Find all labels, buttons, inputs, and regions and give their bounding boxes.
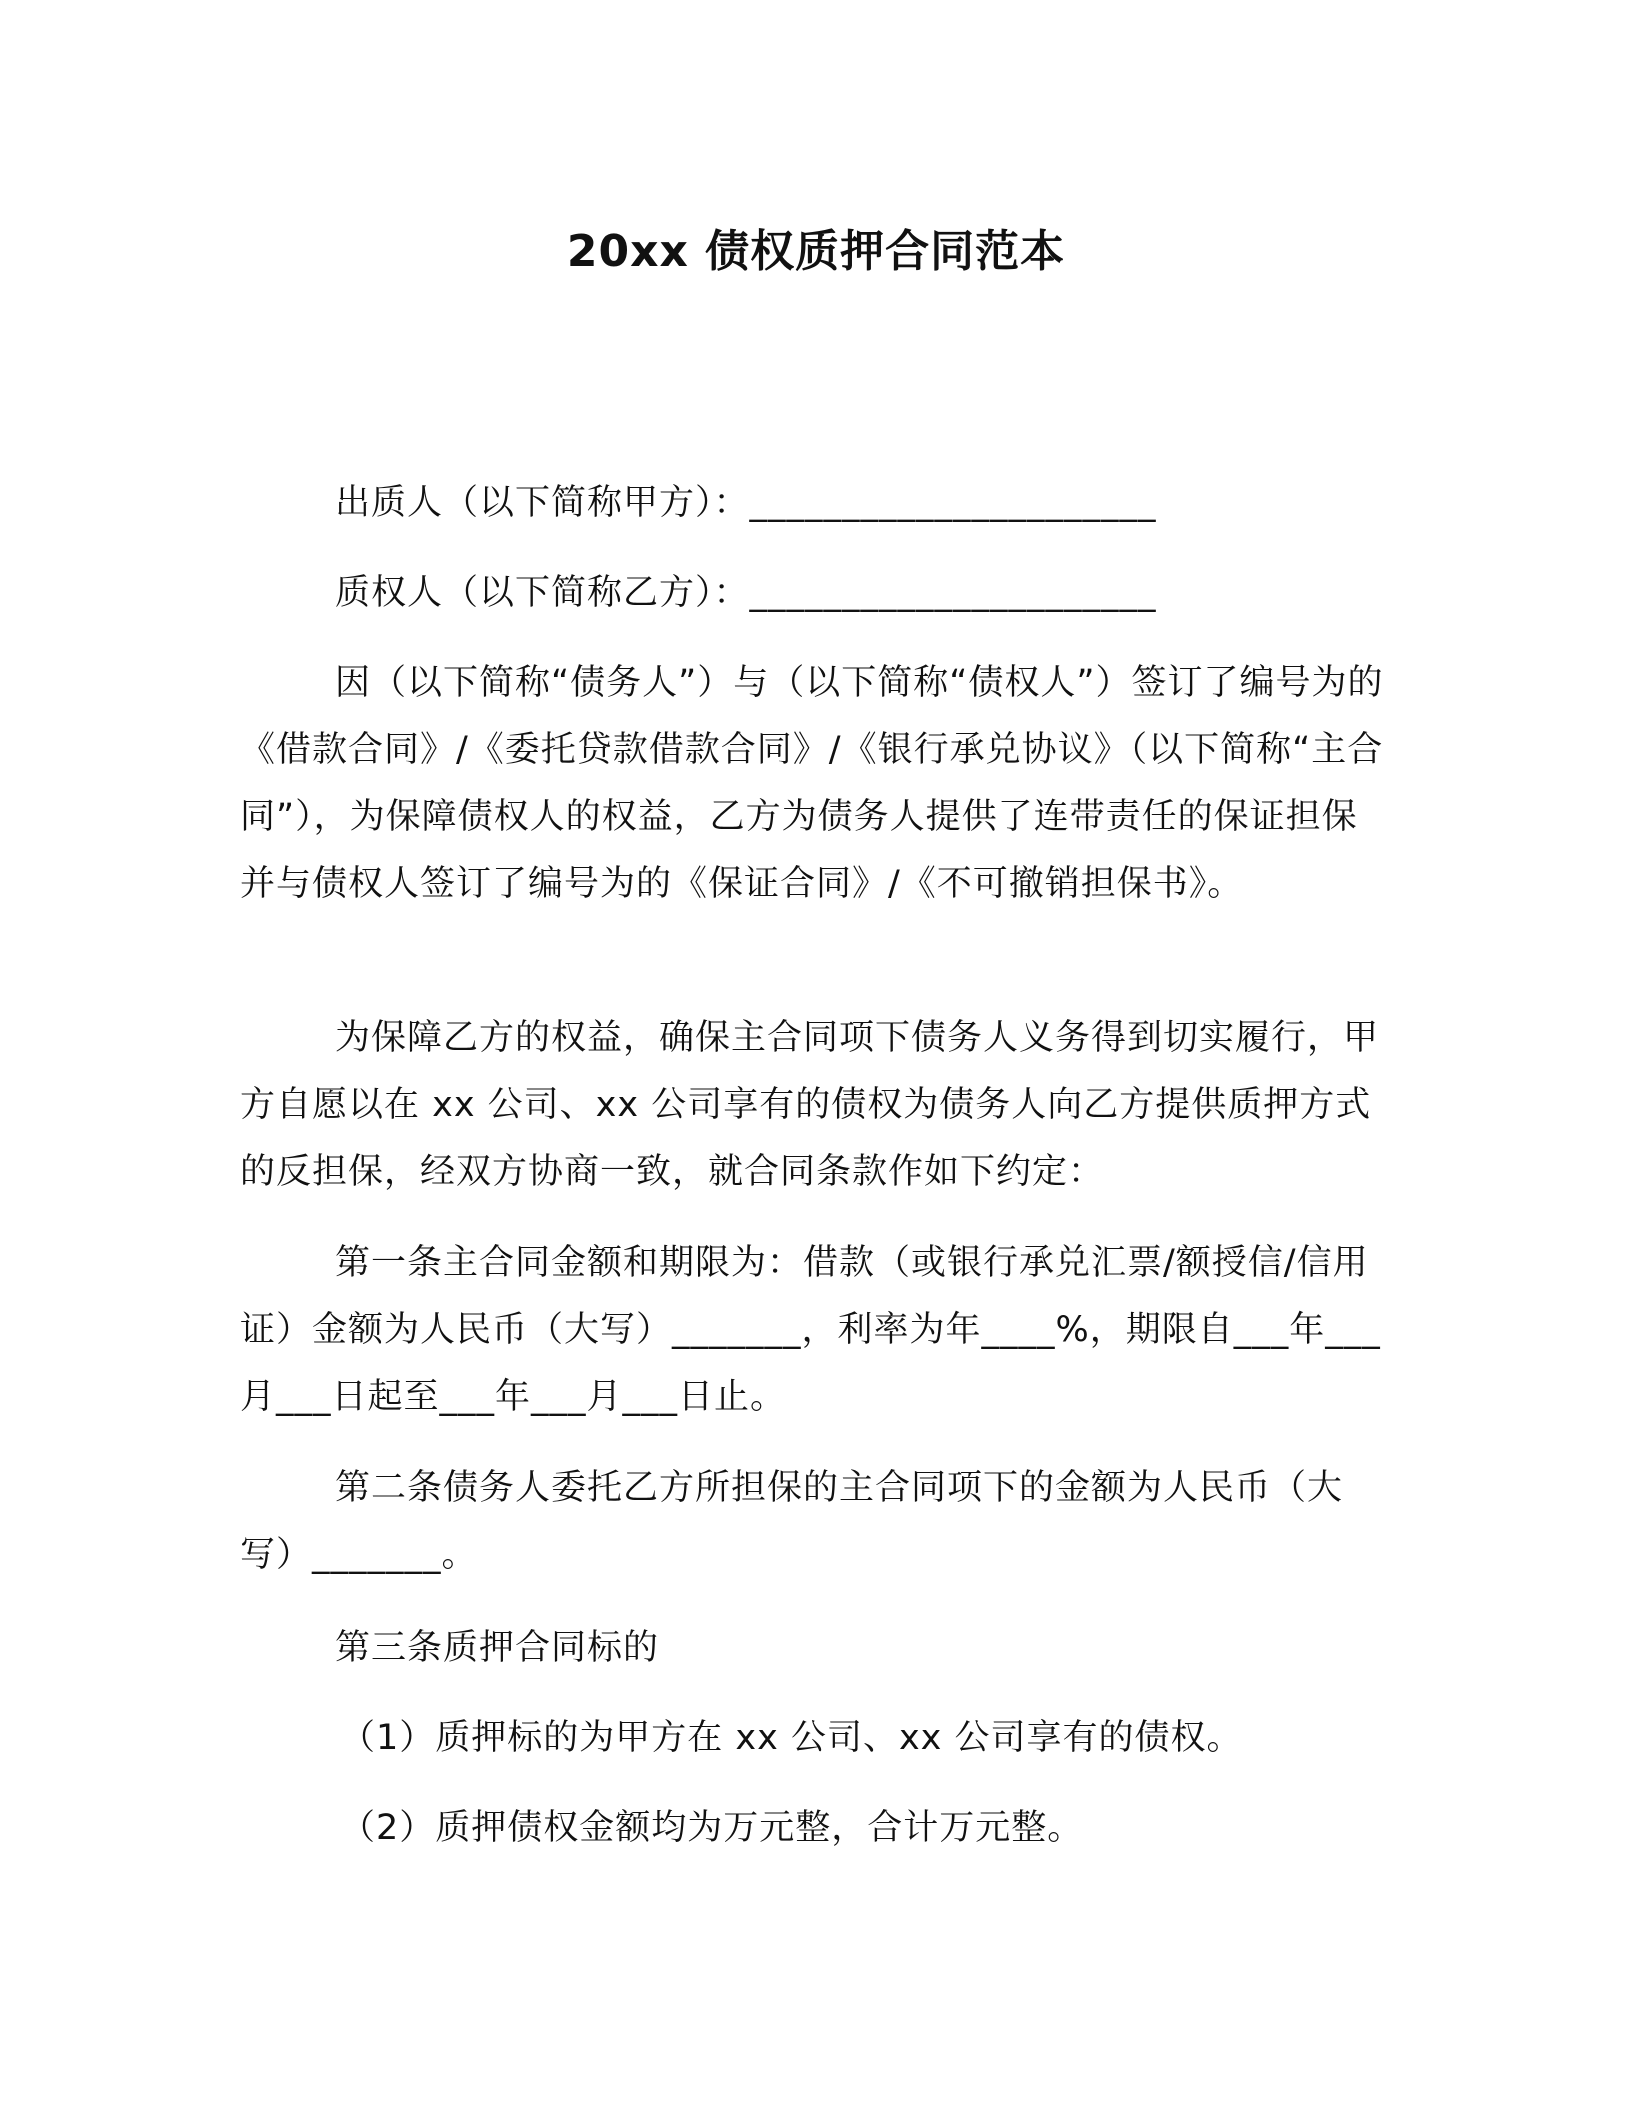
article-2: 第二条债务人委托乙方所担保的主合同项下的金额为人民币（大写）_______。	[240, 1468, 1344, 1575]
paragraph-purpose: 为保障乙方的权益，确保主合同项下债务人义务得到切实履行，甲方自愿以在 xx 公司、xx 公司享有的债权为债务人向乙方提供质押方式的反担保，经双方协商一致，就合同条款作如下约定：	[240, 1018, 1380, 1192]
article-3-item-2: （2）质押债权金额均为万元整，合计万元整。	[340, 1808, 1084, 1848]
paragraph-recitals: 因（以下简称“债务人”）与（以下简称“债权人”）签订了编号为的《借款合同》/《委托贷款借款合同》/《银行承兑协议》（以下简称“主合同”），为保障债权人的权益，乙方为债务人提供了连带责任的保证担保并与债权人签订了编号为的《保证合同》/《不可撤销担保书》。	[240, 663, 1384, 904]
article-3-item-1: （1）质押标的为甲方在 xx 公司、xx 公司享有的债权。	[340, 1718, 1243, 1758]
pledgee-line: 质权人（以下简称乙方）：______________________	[335, 573, 1157, 613]
article-3-heading: 第三条质押合同标的	[335, 1628, 660, 1668]
article-1: 第一条主合同金额和期限为：借款（或银行承兑汇票/额授信/信用证）金额为人民币（大写）_______，利率为年____%，期限自___年___月___日起至___年___月___日止。	[240, 1243, 1381, 1417]
pledgor-line: 出质人（以下简称甲方）：______________________	[335, 483, 1157, 523]
document-title: 20xx 债权质押合同范本	[566, 226, 1066, 277]
